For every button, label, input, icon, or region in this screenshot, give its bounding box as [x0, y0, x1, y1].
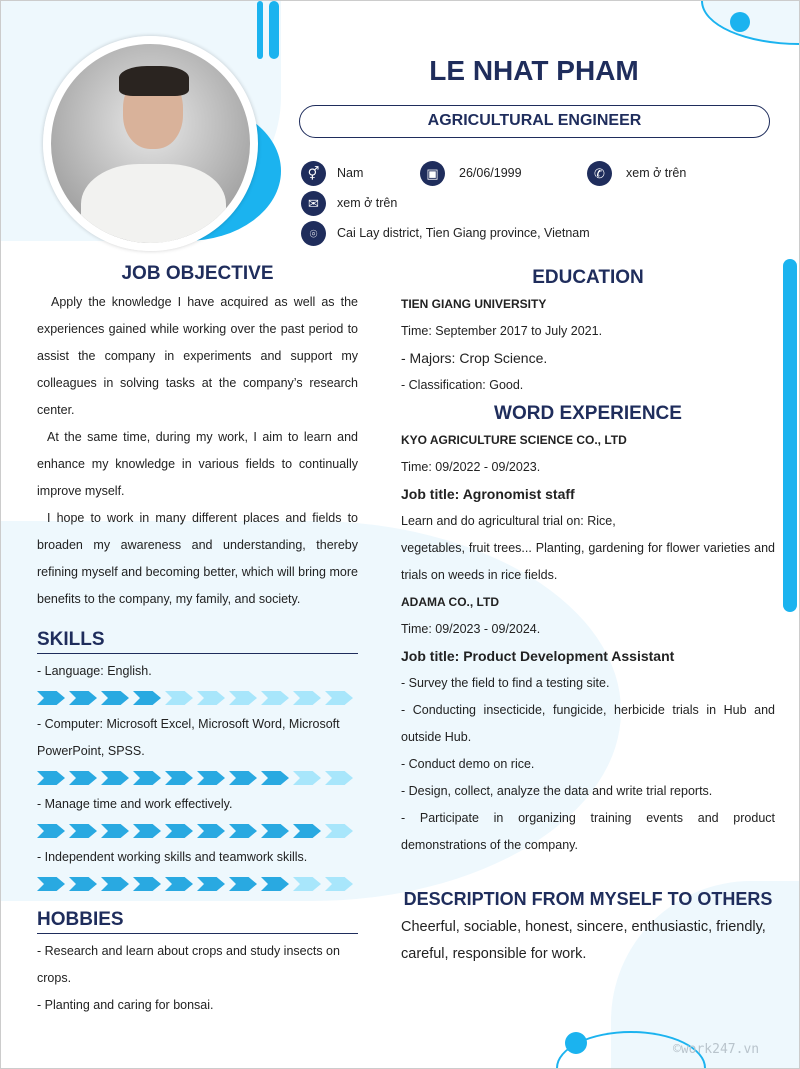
top-bar: [257, 1, 263, 59]
job-line: Learn and do agricultural trial on: Rice,: [401, 514, 616, 528]
skill-level-bar: [37, 771, 358, 785]
job-line: vegetables, fruit trees... Planting, gardening for flower varieties and trials on weeds in rice fields.: [401, 541, 775, 582]
skill-level-bar: [37, 877, 358, 891]
location-icon: ⌾: [301, 221, 326, 246]
skill-chevron-filled: [133, 691, 161, 705]
objective-paragraph: I hope to work in many different places and fields to broaden my awareness and understanding, thereby refining myself and becoming better, which will bring more benefits to the company, my family, and society.: [37, 511, 358, 606]
skill-chevron-filled: [229, 824, 257, 838]
hobbies-title: HOBBIES: [37, 909, 358, 934]
skill-chevron-filled: [37, 877, 65, 891]
job-title: Job title: Product Development Assistant: [401, 648, 675, 664]
job-title: Job title: Agronomist staff: [401, 486, 575, 502]
skill-chevron-filled: [37, 824, 65, 838]
hobby-item: - Planting and caring for bonsai.: [37, 998, 214, 1012]
hobby-item: - Research and learn about crops and study insects on crops.: [37, 944, 340, 985]
education-time: Time: September 2017 to July 2021.: [401, 324, 603, 338]
skill-label: - Manage time and work effectively.: [37, 797, 233, 811]
skill-chevron-empty: [261, 691, 289, 705]
skill-chevron-empty: [293, 691, 321, 705]
address: Cai Lay district, Tien Giang province, Vietnam: [337, 226, 590, 240]
email: xem ở trên: [337, 196, 398, 210]
skill-chevron-filled: [101, 877, 129, 891]
skill-chevron-empty: [325, 691, 353, 705]
skill-chevron-empty: [325, 771, 353, 785]
job-line: - Participate in organizing training events and product demonstrations of the company.: [401, 811, 775, 852]
skill-level-bar: [37, 824, 358, 838]
candidate-name: LE NHAT PHAM: [429, 55, 639, 86]
skill-label: - Independent working skills and teamwork skills.: [37, 850, 308, 864]
skill-chevron-filled: [69, 824, 97, 838]
position-pill: AGRICULTURAL ENGINEER: [299, 105, 770, 138]
skill-chevron-filled: [101, 691, 129, 705]
company-name: ADAMA CO., LTD: [401, 595, 499, 609]
skill-chevron-filled: [37, 771, 65, 785]
objective-title: JOB OBJECTIVE: [121, 263, 274, 284]
skill-chevron-empty: [197, 691, 225, 705]
education-major: - Majors: Crop Science.: [401, 350, 548, 366]
skill-chevron-filled: [69, 877, 97, 891]
job-time: Time: 09/2022 - 09/2023.: [401, 460, 541, 474]
skill-label: - Language: English.: [37, 664, 152, 678]
email-icon: ✉: [301, 191, 326, 216]
corner-dot: [730, 12, 750, 32]
job-line: - Conducting insecticide, fungicide, herbicide trials in Hub and outside Hub.: [401, 703, 775, 744]
skill-chevron-filled: [197, 771, 225, 785]
phone-icon: ✆: [587, 161, 612, 186]
skill-chevron-filled: [101, 771, 129, 785]
skills-list: [37, 658, 358, 891]
description-text: Cheerful, sociable, honest, sincere, enthusiastic, friendly, careful, responsible for work.: [401, 919, 766, 962]
job-line: - Design, collect, analyze the data and write trial reports.: [401, 784, 713, 798]
school-name: TIEN GIANG UNIVERSITY: [401, 297, 547, 311]
skill-chevron-empty: [325, 824, 353, 838]
corner-arc: [701, 1, 799, 45]
skill-chevron-empty: [293, 771, 321, 785]
right-edge-bar: [783, 259, 797, 612]
skill-chevron-filled: [133, 771, 161, 785]
top-bar: [269, 1, 279, 59]
skill-chevron-filled: [261, 771, 289, 785]
skill-chevron-filled: [261, 824, 289, 838]
skill-chevron-filled: [101, 824, 129, 838]
skills-title: SKILLS: [37, 629, 358, 654]
right-column: [401, 267, 775, 968]
company-name: KYO AGRICULTURE SCIENCE CO., LTD: [401, 433, 627, 447]
phone: xem ở trên: [626, 166, 687, 180]
watermark: ©work247.vn: [673, 1042, 760, 1057]
skill-chevron-filled: [197, 877, 225, 891]
calendar-icon: ▣: [420, 161, 445, 186]
skill-chevron-filled: [37, 691, 65, 705]
skill-chevron-empty: [293, 877, 321, 891]
gender: Nam: [337, 166, 364, 180]
skill-chevron-filled: [133, 877, 161, 891]
bottom-dot: [565, 1032, 587, 1054]
description-title: DESCRIPTION FROM MYSELF TO OTHERS: [403, 889, 773, 909]
skill-chevron-filled: [197, 824, 225, 838]
skill-chevron-filled: [69, 771, 97, 785]
left-column: [37, 263, 358, 1019]
skill-chevron-filled: [165, 877, 193, 891]
skill-chevron-filled: [261, 877, 289, 891]
skill-chevron-empty: [165, 691, 193, 705]
objective-paragraph: Apply the knowledge I have acquired as well as the experiences gained while working over the past period to assist the company in experiments and support my colleagues in solving tasks at the company’s research center.: [37, 295, 358, 417]
skill-chevron-filled: [69, 691, 97, 705]
birthday: 26/06/1999: [459, 166, 522, 180]
skill-chevron-filled: [165, 824, 193, 838]
job-line: - Survey the field to find a testing site.: [401, 676, 610, 690]
education-title: EDUCATION: [532, 267, 644, 288]
avatar-photo: [43, 36, 258, 251]
job-time: Time: 09/2023 - 09/2024.: [401, 622, 541, 636]
skill-chevron-filled: [229, 771, 257, 785]
skill-level-bar: [37, 691, 358, 705]
job-line: - Conduct demo on rice.: [401, 757, 535, 771]
skill-chevron-filled: [133, 824, 161, 838]
education-classification: - Classification: Good.: [401, 378, 524, 392]
skill-chevron-empty: [229, 691, 257, 705]
skill-label: - Computer: Microsoft Excel, Microsoft Word, Microsoft PowerPoint, SPSS.: [37, 717, 340, 758]
skill-chevron-filled: [293, 824, 321, 838]
objective-paragraph: At the same time, during my work, I aim to learn and enhance my knowledge in various fields to continually improve myself.: [37, 430, 358, 498]
skill-chevron-empty: [325, 877, 353, 891]
experience-title: WORD EXPERIENCE: [494, 403, 682, 424]
gender-icon: ⚥: [301, 161, 326, 186]
skill-chevron-filled: [229, 877, 257, 891]
skill-chevron-filled: [165, 771, 193, 785]
